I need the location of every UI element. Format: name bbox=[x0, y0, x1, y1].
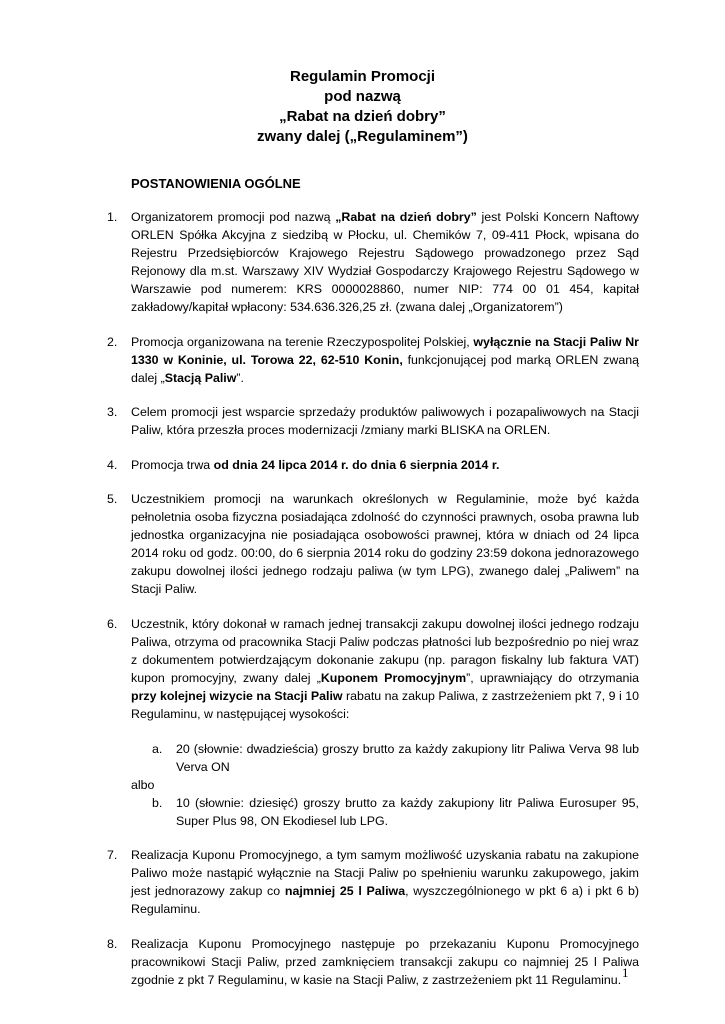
text-run: Uczestnik, który dokonał w ramach jednej transakcji zakupu dowolnej ilości jednego rodzaju Paliwa, otrzyma od pracownika Stacji Paliw podczas płatności lub bezpośrednio po niej wraz z dokumentem potwierdzającym dokonanie zakupu (np. paragon fiskalny lub faktura VAT) kupon promocyjny, zwany dalej „ bbox=[131, 616, 639, 685]
list-item-5 bbox=[107, 490, 639, 598]
bold-run: Stacją Paliw bbox=[164, 370, 237, 385]
bold-run: przy kolejnej wizycie na Stacji Paliw bbox=[131, 688, 343, 703]
item-number: 4. bbox=[107, 457, 118, 472]
item-number: 3. bbox=[107, 405, 118, 419]
list-item-3 bbox=[107, 403, 639, 439]
text-run: Realizacja Kuponu Promocyjnego, a tym samym możliwość uzyskania rabatu na zakupione Paliwo może nastąpić wyłącznie na Stacji Paliw po spełnieniu warunku zakupowego, jakim jest jednorazowy zakup co bbox=[131, 848, 639, 898]
sub-item-letter: b. bbox=[152, 795, 163, 810]
item-number: 7. bbox=[107, 848, 118, 862]
bold-run: „Rabat na dzień dobry” bbox=[335, 210, 477, 224]
section-heading: POSTANOWIENIA OGÓLNE bbox=[131, 176, 301, 191]
document-title bbox=[0, 67, 725, 147]
text-run: ”. bbox=[236, 370, 244, 385]
page-number: 1 bbox=[622, 965, 629, 980]
text-run: Uczestnikiem promocji na warunkach określonych w Regulaminie, może być każda pełnoletnia osoba fizyczna posiadająca zdolność do czynności prawnych, osoba prawna lub jednostka organizacyjna nie posiadająca osobowości prawnej, która w dniach od 24 lipca 2014 roku od godz. 00:00, do 6 sierpnia 2014 roku do godziny 23:59 dokona jednorazowego zakupu dowolnej ilości jednego rodzaju paliwa (w tym LPG), zwanego dalej „Paliwem” na Stacji Paliw. bbox=[131, 492, 639, 596]
item-text bbox=[131, 403, 639, 439]
text-run: Promocja trwa bbox=[131, 457, 214, 472]
item-text bbox=[131, 333, 639, 387]
text-run: funkcjonującej pod marką ORLEN zwaną dalej „ bbox=[131, 352, 640, 385]
item-number: 5. bbox=[107, 492, 118, 506]
list-item-4 bbox=[107, 456, 639, 474]
sub-item-b bbox=[131, 794, 639, 830]
text-run: rabatu na zakup Paliwa, z zastrzeżeniem pkt 7, 9 i 10 Regulaminu, w następującej wysokości: bbox=[131, 688, 640, 721]
title-line-3: „Rabat na dzień dobry” bbox=[279, 108, 446, 125]
sub-item-letter: a. bbox=[152, 741, 163, 756]
albo-connector: albo bbox=[131, 777, 155, 792]
list-item-2 bbox=[107, 333, 639, 387]
item-text bbox=[131, 490, 639, 598]
item-text bbox=[131, 456, 639, 474]
text-run: Realizacja Kuponu Promocyjnego następuje po przekazaniu Kuponu Promocyjnego pracownikowi Stacji Paliw, przed zamknięciem transakcji zakupu co najmniej 25 l Paliwa zgodnie z pkt 7 Regulaminu, w kasie na Stacji Paliw, z zastrzeżeniem pkt 11 Regulaminu. bbox=[131, 936, 639, 987]
bold-run: Kuponem Promocyjnym bbox=[320, 670, 467, 685]
item-text bbox=[131, 935, 639, 989]
text-run: Celem promocji jest wsparcie sprzedaży produktów paliwowych i pozapaliwowych na Stacji Paliw, która przeszła proces modernizacji /zmiany marki BLISKA na ORLEN. bbox=[131, 405, 639, 437]
text-run: Promocja organizowana na terenie Rzeczypospolitej Polskiej, bbox=[131, 334, 474, 349]
item-number: 1. bbox=[107, 210, 118, 224]
list-item-8 bbox=[107, 935, 639, 989]
numbered-list bbox=[107, 208, 639, 1005]
text-run: jest Polski Koncern Naftowy ORLEN Spółka Akcyjna z siedzibą w Płocku, ul. Chemików 7, 09-411 Płock, wpisana do Rejestru Przedsiębiorców Krajowego Rejestru Sądowego prowadzonego przez Sąd Rejonowy dla m.st. Warszawy XIV Wydział Gospodarczy Krajowego Rejestru Sądowego w Warszawie pod numerem: KRS 0000028860, numer NIP: 774 00 01 454, kapitał zakładowy/kapitał wpłacony: 534.636.326,25 zł. (zwana dalej „Organizatorem”) bbox=[131, 210, 639, 314]
item-text bbox=[131, 615, 639, 723]
item-number: 2. bbox=[107, 334, 118, 349]
text-run: ”, uprawniający do otrzymania bbox=[466, 670, 639, 685]
list-item-7 bbox=[107, 846, 639, 918]
list-item-6 bbox=[107, 615, 639, 830]
sub-item-text: 10 (słownie: dziesięć) groszy brutto za każdy zakupiony litr Paliwa Eurosuper 95, Super Plus 98, ON Ekodiesel lub LPG. bbox=[176, 795, 639, 828]
title-line-4: zwany dalej („Regulaminem”) bbox=[257, 128, 468, 145]
title-line-1: Regulamin Promocji bbox=[289, 68, 436, 85]
sub-item-a bbox=[131, 740, 639, 776]
bold-run: od dnia 24 lipca 2014 r. do dnia 6 sierpnia 2014 r. bbox=[213, 457, 500, 472]
item-number: 8. bbox=[107, 936, 118, 951]
text-run: Organizatorem promocji pod nazwą bbox=[131, 210, 336, 224]
sub-item-text: 20 (słownie: dwadzieścia) groszy brutto za każdy zakupiony litr Paliwa Verva 98 lub Verva ON bbox=[176, 741, 639, 774]
list-item-1 bbox=[107, 208, 639, 316]
item-text bbox=[131, 846, 639, 918]
title-line-2: pod nazwą bbox=[324, 88, 401, 105]
text-run: , wyszczególnionego w pkt 6 a) i pkt 6 b) Regulaminu. bbox=[131, 884, 640, 916]
item-text bbox=[131, 208, 639, 316]
item-number: 6. bbox=[107, 616, 118, 631]
bold-run: wyłącznie na Stacji Paliw Nr 1330 w Koninie, ul. Torowa 22, 62-510 Konin, bbox=[131, 334, 640, 367]
bold-run: najmniej 25 l Paliwa bbox=[284, 884, 406, 898]
